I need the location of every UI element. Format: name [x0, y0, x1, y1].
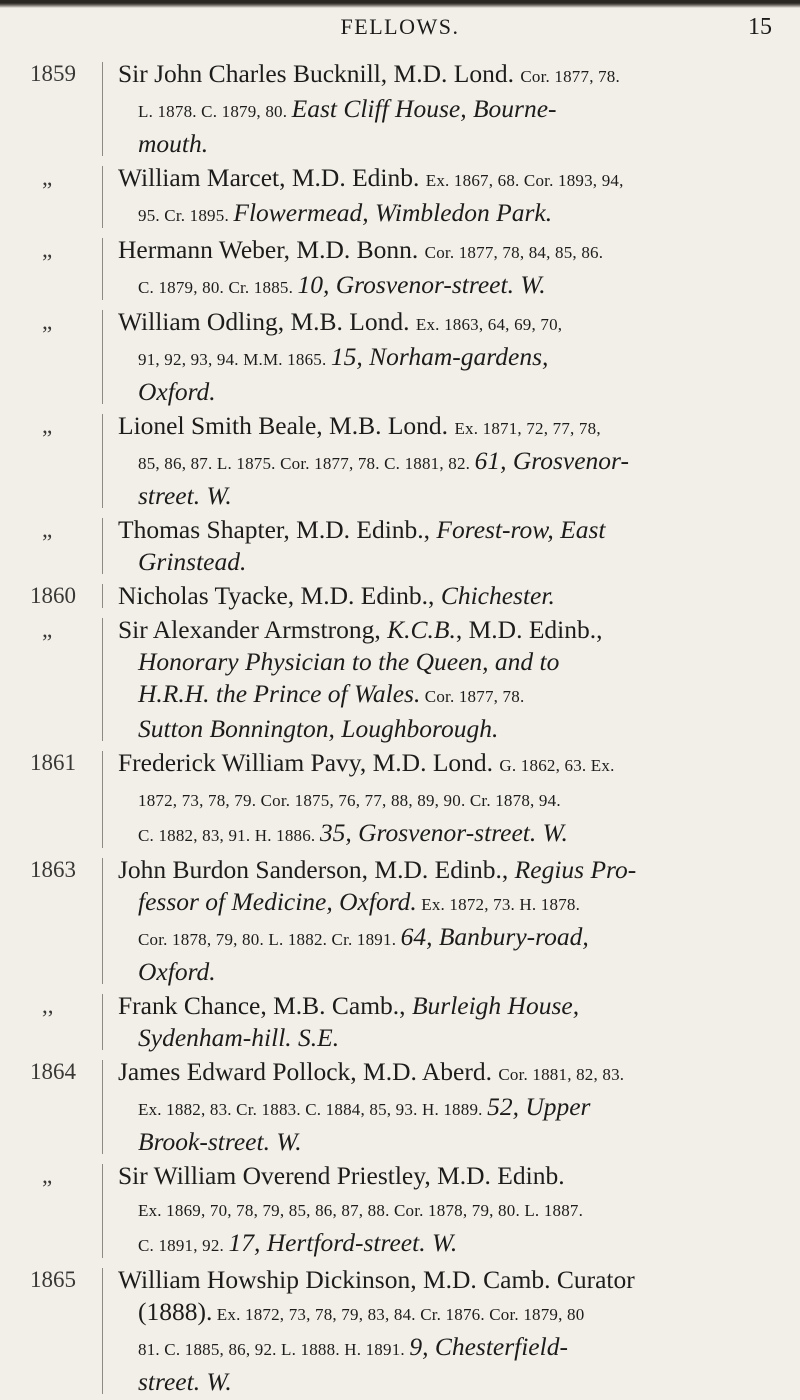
fellow-record: 85, 86, 87. L. 1875. Cor. 1877, 78. C. 1881, 82. [138, 454, 475, 473]
fellow-record: Ex. 1863, 64, 69, 70, [415, 315, 563, 334]
list-item [30, 514, 780, 578]
page-title: FELLOWS. [340, 14, 460, 39]
fellow-name: Hermann Weber, M.D. Bonn. [118, 235, 425, 264]
fellow-record: C. 1891, 92. [138, 1236, 229, 1255]
fellow-address: Chichester. [440, 581, 555, 610]
column-rule [102, 584, 103, 608]
fellow-record: Ex. 1867, 68. Cor. 1893, 94, [425, 171, 624, 190]
fellow-record: Cor. 1877, 78. [520, 67, 620, 86]
entry-year: „ [42, 617, 53, 642]
fellow-record: Ex. 1882, 83. Cr. 1883. C. 1884, 85, 93. H. 1889. [138, 1100, 488, 1119]
fellow-record: Cor. 1881, 82, 83. [498, 1065, 625, 1084]
fellow-address: Sutton Bonnington, Loughborough. [138, 714, 499, 743]
column-rule [102, 751, 103, 848]
column-rule [102, 62, 103, 156]
fellow-name: Thomas Shapter, M.D. Edinb., [118, 515, 437, 544]
fellow-name: John Burdon Sanderson, M.D. Edinb., [118, 855, 515, 884]
fellow-name: Frederick William Pavy, M.D. Lond. [118, 748, 500, 777]
fellow-record: Cor. 1878, 79, 80. L. 1882. Cr. 1891. [138, 930, 401, 949]
fellow-address: East Cliff House, Bourne- [291, 94, 557, 123]
list-item [30, 580, 780, 612]
column-rule [102, 310, 103, 404]
column-rule [102, 238, 103, 300]
entry-year: „ [42, 165, 53, 190]
fellow-address: 15, Norham-gardens, [330, 342, 549, 371]
column-rule [102, 1164, 103, 1258]
entry-year: „ [42, 1163, 53, 1188]
fellow-name: Sir John Charles Bucknill, M.D. Lond. [118, 59, 521, 88]
fellow-address: 52, Upper [487, 1092, 591, 1121]
fellow-address: Forest-row, East [436, 515, 606, 544]
fellow-address: Sydenham-hill. S.E. [138, 1023, 340, 1052]
fellow-record: Cor. 1877, 78, 84, 85, 86. [424, 243, 604, 262]
fellow-name: James Edward Pollock, M.D. Aberd. [118, 1057, 499, 1086]
fellow-address: Oxford. [138, 377, 216, 406]
fellow-record: Ex. 1872, 73, 78, 79, 83, 84. Cr. 1876. Cor. 1879, 80 [212, 1305, 585, 1324]
list-item [30, 1160, 780, 1262]
fellow-name: Sir Alexander Armstrong, [118, 615, 388, 644]
fellow-appointment: fessor of Medicine, Oxford. [138, 887, 417, 916]
fellow-address: 35, Grosvenor-street. W. [319, 818, 568, 847]
fellow-record: C. 1882, 83, 91. H. 1886. [138, 826, 320, 845]
fellow-record: Ex. 1871, 72, 77, 78, [454, 419, 601, 438]
fellow-address: Burleigh House, [411, 991, 580, 1020]
fellow-address: Flowermead, Wimbledon Park. [233, 198, 553, 227]
column-rule [102, 1268, 103, 1394]
fellow-record: 95. Cr. 1895. [138, 206, 234, 225]
fellow-name: William Howship Dickinson, M.D. Camb. Curator [118, 1265, 635, 1294]
page-number: 15 [748, 14, 772, 40]
fellow-record: 91, 92, 93, 94. M.M. 1865. [138, 350, 331, 369]
fellow-address: street. W. [138, 481, 232, 510]
list-item [30, 58, 780, 160]
fellow-record: 81. C. 1885, 86, 92. L. 1888. H. 1891. [138, 1340, 410, 1359]
entry-year: 1864 [30, 1059, 76, 1084]
fellows-list [30, 58, 780, 1400]
list-item [30, 162, 780, 232]
list-item [30, 1264, 780, 1398]
fellow-address: mouth. [138, 129, 209, 158]
fellow-record: Ex. 1869, 70, 78, 79, 85, 86, 87, 88. Cor. 1878, 79, 80. L. 1887. [138, 1201, 584, 1220]
fellow-address: Oxford. [138, 957, 216, 986]
list-item [30, 410, 780, 512]
fellow-honour: K.C.B. [387, 615, 456, 644]
fellow-record: Cor. 1877, 78. [420, 687, 525, 706]
top-edge-rule [0, 0, 800, 8]
fellow-name: William Marcet, M.D. Edinb. [118, 163, 426, 192]
fellow-name: Nicholas Tyacke, M.D. Edinb., [118, 581, 441, 610]
fellow-record: L. 1878. C. 1879, 80. [138, 102, 292, 121]
fellow-address: Brook-street. W. [138, 1127, 302, 1156]
column-rule [102, 166, 103, 228]
column-rule [102, 858, 103, 984]
fellow-name: William Odling, M.B. Lond. [118, 307, 416, 336]
entry-year: 1865 [30, 1267, 76, 1292]
fellow-address: 10, Grosvenor-street. W. [297, 270, 546, 299]
entry-year: „ [42, 413, 53, 438]
entry-year: „ [42, 237, 53, 262]
column-rule [102, 1060, 103, 1154]
column-rule [102, 994, 103, 1050]
fellow-degree: , M.D. Edinb., [455, 615, 603, 644]
list-item [30, 747, 780, 852]
column-rule [102, 618, 103, 741]
fellow-record: G. 1862, 63. Ex. [499, 756, 615, 775]
fellow-address: 64, Banbury-road, [400, 922, 589, 951]
fellow-name: Sir William Overend Priestley, M.D. Edinb. [118, 1161, 565, 1190]
entry-year: 1859 [30, 61, 76, 86]
entry-year: 1860 [30, 583, 76, 608]
entry-year: 1863 [30, 857, 76, 882]
fellow-appointment: Honorary Physician to the Queen, and to [138, 647, 560, 676]
entry-year: „ [42, 517, 53, 542]
list-item [30, 234, 780, 304]
list-item [30, 990, 780, 1054]
entry-year: „ [42, 309, 53, 334]
fellow-record: Ex. 1872, 73. H. 1878. [416, 895, 581, 914]
fellow-address: street. W. [138, 1367, 232, 1396]
entry-year: 1861 [30, 750, 76, 775]
fellow-address: Grinstead. [138, 547, 247, 576]
list-item [30, 614, 780, 745]
fellow-name: Lionel Smith Beale, M.B. Lond. [118, 411, 455, 440]
fellow-name: Frank Chance, M.B. Camb., [118, 991, 412, 1020]
fellow-address: 61, Grosvenor- [474, 446, 629, 475]
fellow-appointment: H.R.H. the Prince of Wales. [138, 679, 421, 708]
fellow-office-year: (1888). [138, 1297, 213, 1326]
list-item [30, 854, 780, 988]
entry-year: ,, [42, 993, 54, 1018]
running-head [0, 14, 800, 44]
fellow-record: C. 1879, 80. Cr. 1885. [138, 278, 298, 297]
fellow-appointment: Regius Pro- [514, 855, 637, 884]
fellow-address: 9, Chesterfield- [409, 1332, 568, 1361]
column-rule [102, 414, 103, 508]
fellow-address: 17, Hertford-street. W. [228, 1228, 458, 1257]
list-item [30, 1056, 780, 1158]
list-item [30, 306, 780, 408]
column-rule [102, 518, 103, 574]
fellow-record: 1872, 73, 78, 79. Cor. 1875, 76, 77, 88, 89, 90. Cr. 1878, 94. [138, 791, 561, 810]
